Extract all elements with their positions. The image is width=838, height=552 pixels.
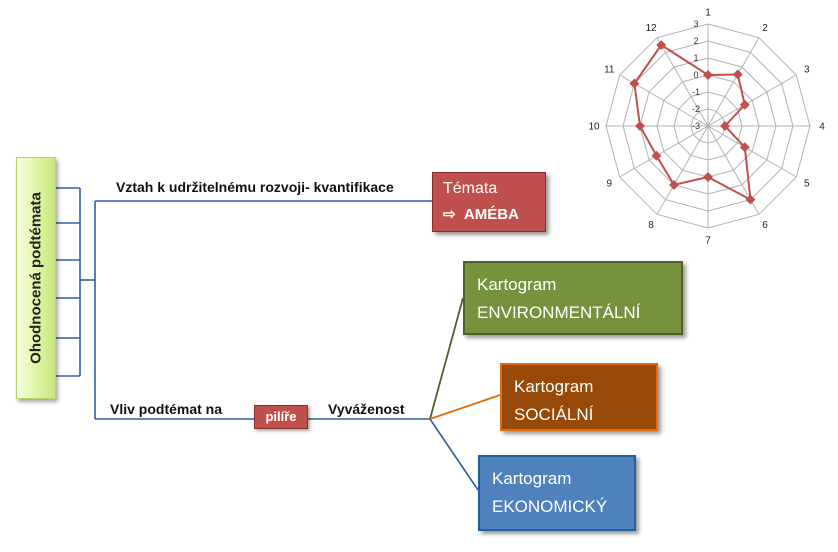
balance-label: Vyváženost (328, 401, 405, 417)
kartogram-eko-title: Kartogram (492, 469, 572, 488)
radar-spoke (657, 38, 708, 126)
radar-tick-label: 2 (693, 36, 699, 46)
radar-spoke (708, 126, 796, 177)
radar-category-label: 6 (762, 220, 768, 232)
radar-category-label: 12 (645, 22, 657, 34)
radar-data-point (635, 121, 645, 131)
temata-title: Témata (443, 180, 498, 197)
radar-data-point (703, 70, 713, 80)
radar-category-label: 7 (705, 235, 711, 247)
top-branch-label: Vztah k udržitelnému rozvoji- kvantifikace (116, 179, 394, 195)
radar-tick-label: -1 (691, 87, 701, 97)
arrow-right-icon: ⇨ (443, 206, 456, 223)
radar-category-label: 4 (819, 121, 825, 133)
radar-data-point (703, 172, 713, 182)
radar-category-label: 3 (803, 64, 810, 76)
radar-tick-label: 3 (693, 19, 699, 29)
radar-category-label: 8 (648, 220, 654, 232)
radar-tick-label: -2 (691, 104, 701, 114)
ameba-label: AMÉBA (463, 206, 519, 223)
radar-spoke (708, 75, 796, 126)
kartogram-soc-title: Kartogram (514, 377, 594, 396)
radar-category-label: 10 (588, 121, 600, 133)
bottom-branch-label: Vliv podtémat na (110, 401, 223, 417)
radar-data-point (652, 151, 662, 161)
radar-spoke (708, 38, 759, 126)
radar-category-label: 5 (803, 178, 810, 190)
kartogram-env-subtitle: ENVIRONMENTÁLNÍ (477, 303, 641, 322)
kartogram-soc-subtitle: SOCIÁLNÍ (514, 405, 594, 424)
pilire-badge: pilíře (254, 405, 308, 429)
kartogram-env-title: Kartogram (477, 275, 557, 294)
kartogram-eko-subtitle: EKONOMICKÝ (492, 497, 608, 516)
radar-data-point (733, 70, 743, 80)
radar-category-label: 2 (762, 22, 768, 34)
radar-tick-label: -3 (691, 121, 701, 131)
radar-category-label: 11 (604, 64, 615, 76)
radar-category-label: 9 (606, 178, 613, 190)
radar-tick-label: 0 (693, 70, 699, 80)
radar-tick-label: 1 (693, 53, 699, 63)
subtopics-label: Ohodnocená podtémata (27, 192, 45, 364)
radar-category-label: 1 (705, 7, 711, 19)
